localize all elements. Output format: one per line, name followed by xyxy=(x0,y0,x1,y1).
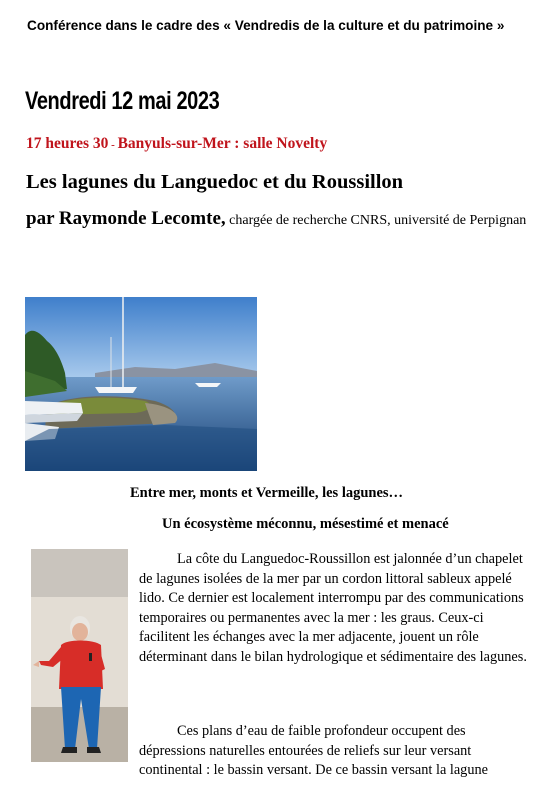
lagoon-photo xyxy=(25,297,257,471)
conference-series-heading: Conférence dans le cadre des « Vendredis de la culture et du patrimoine » xyxy=(27,18,505,33)
event-date: Vendredi 12 mai 2023 xyxy=(25,87,220,115)
body-paragraph-2: Ces plans d’eau de faible profondeur occupent des dépressions naturelles entourées de reliefs sur leur versant continental : le bassin versant. De ce bassin versant la lagune xyxy=(139,723,488,778)
speaker-affiliation: chargée de recherche CNRS, université de Perpignan xyxy=(225,213,527,228)
event-place: Banyuls-sur-Mer : salle Novelty xyxy=(117,135,328,152)
speaker-name: par Raymonde Lecomte, xyxy=(26,208,226,229)
event-time: 17 heures 30 xyxy=(26,135,109,152)
event-separator: - xyxy=(108,139,118,151)
event-time-place xyxy=(26,135,327,153)
talk-title: Les lagunes du Languedoc et du Roussillon xyxy=(26,171,404,193)
subtitle-lagoons: Entre mer, monts et Vermeille, les lagunes… xyxy=(130,485,404,501)
speaker-photo xyxy=(31,549,128,762)
subtitle-ecosystem: Un écosystème méconnu, mésestimé et menacé xyxy=(162,516,449,532)
speaker-line xyxy=(26,210,531,230)
body-paragraph-1: La côte du Languedoc-Roussillon est jalonnée d’un chapelet de lagunes isolées de la mer par un cordon littoral sableux appelé lido. Ce dernier est localement interrompu par des communications temporaires ou permanentes avec la mer : les graus. Ceux-ci facilitent les échanges avec la mer adjacente, jouent un rôle déterminant dans le bilan hydrologique et sédimentaire des lagunes. xyxy=(139,551,527,665)
